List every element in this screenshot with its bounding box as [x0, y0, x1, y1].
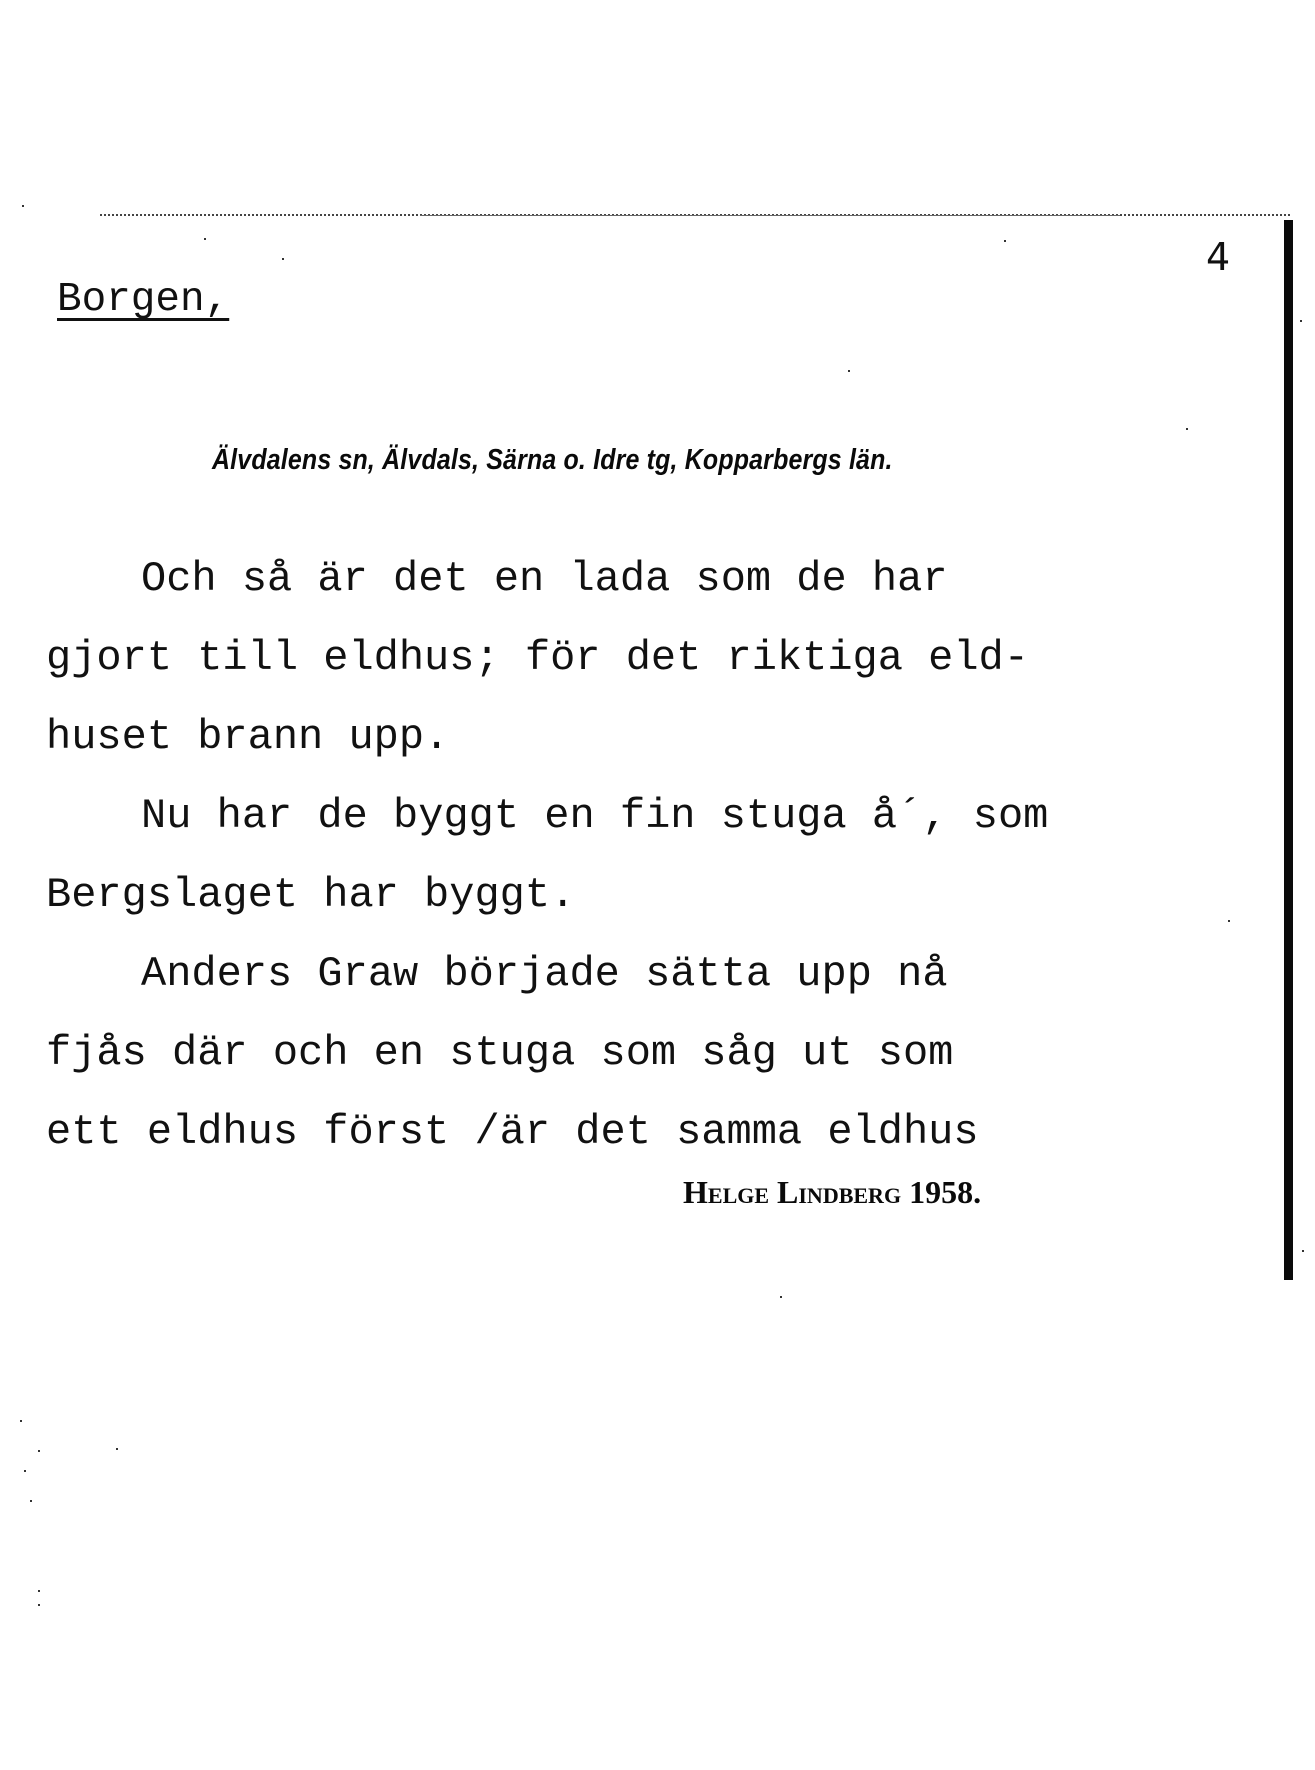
collector-signature [683, 1176, 981, 1208]
text-line: gjort till eldhus; för det riktiga eld- [46, 634, 1029, 682]
text-line: ett eldhus först /är det samma eldhus [46, 1108, 979, 1156]
scan-speck [204, 238, 206, 240]
scan-speck [848, 370, 850, 372]
typewritten-text [46, 540, 1256, 1172]
scan-speck [1302, 1250, 1304, 1252]
scan-speck [38, 1450, 40, 1452]
text-line: huset brann upp. [46, 713, 450, 761]
text-line: Och så är det en lada som de har [141, 555, 948, 603]
scan-speck [38, 1604, 40, 1606]
scan-speck [30, 1500, 32, 1502]
scan-speck [38, 1590, 40, 1592]
scan-speck [1186, 428, 1188, 430]
text-line: fjås där och en stuga som såg ut som [46, 1029, 954, 1077]
scan-speck [22, 205, 24, 207]
page-number: 4 [1206, 235, 1231, 279]
collection-year: 1958. [909, 1174, 982, 1210]
scan-speck [1228, 920, 1230, 922]
scan-speck [780, 1296, 782, 1298]
place-title: Borgen, [57, 277, 230, 323]
scan-speck [282, 258, 284, 260]
scan-speck [1004, 240, 1006, 242]
scan-speck [20, 1420, 22, 1422]
text-line: Bergslaget har byggt. [46, 871, 576, 919]
location-stamp: Älvdalens sn, Älvdals, Särna o. Idre tg, Kopparbergs län. [212, 444, 893, 476]
collector-name: Helge Lindberg [683, 1174, 902, 1210]
text-line: Nu har de byggt en fin stuga å´, som [141, 792, 1049, 840]
card-top-border-solid [420, 215, 1120, 216]
scan-speck [24, 1470, 26, 1472]
card-right-border [1284, 220, 1293, 1280]
scan-speck [116, 1448, 118, 1450]
text-line: Anders Graw började sätta upp nå [141, 950, 948, 998]
scan-speck [1300, 320, 1302, 322]
